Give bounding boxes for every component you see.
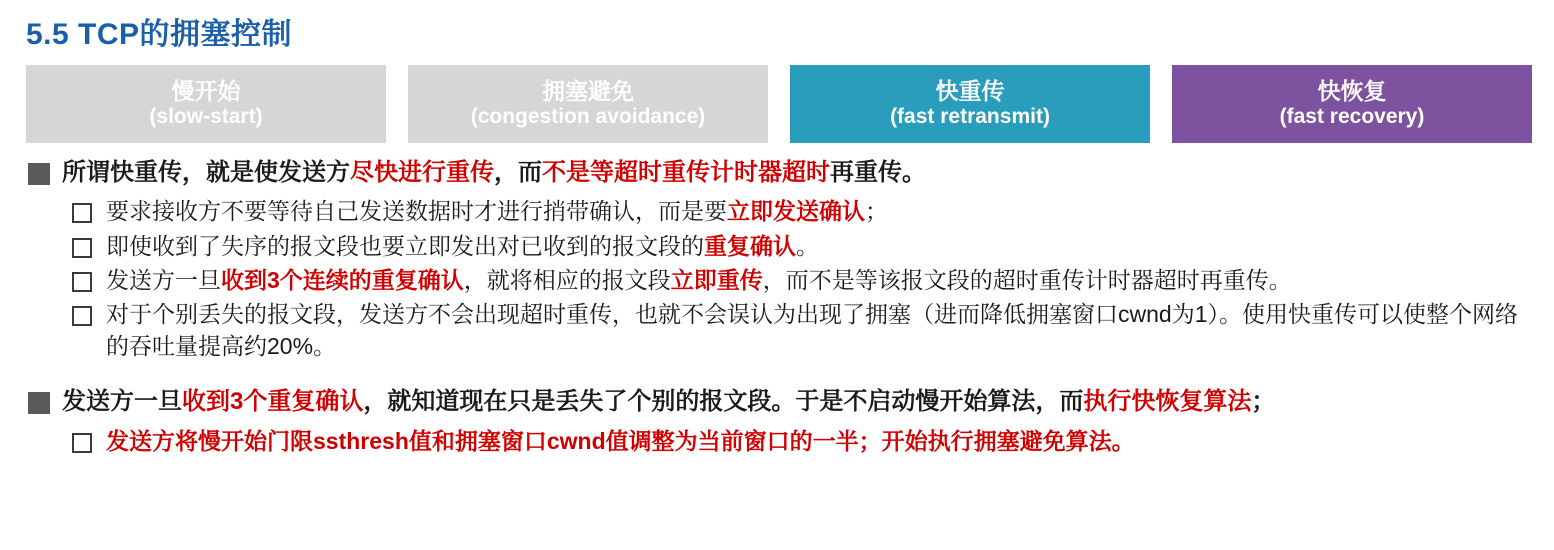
text-segment: ； <box>865 198 888 225</box>
bullet-block-fast-recovery <box>26 386 1532 457</box>
slide-body <box>26 157 1532 457</box>
phase-label-cn: 拥塞避免 <box>542 78 634 105</box>
phase-label-cn: 快恢复 <box>1317 78 1387 105</box>
hollow-square-bullet-icon <box>72 272 92 292</box>
list-item <box>72 425 1532 457</box>
highlight-segment: 尽快进行重传 <box>350 159 494 186</box>
phase-congestion-avoidance[interactable] <box>408 65 768 143</box>
highlight-segment: 重复确认 <box>704 232 796 259</box>
phase-label-cn: 慢开始 <box>171 78 241 105</box>
hollow-square-bullet-icon <box>72 306 92 326</box>
hollow-square-bullet-icon <box>72 433 92 453</box>
text-segment: ，而不是等该报文段的超时重传计时器超时再重传。 <box>762 266 1292 293</box>
phase-label-en: (fast retransmit) <box>890 105 1050 129</box>
text-segment: ，就知道现在只是丢失了个别的报文段。于是不启动慢开始算法，而 <box>363 388 1084 416</box>
text-segment: 发送方一旦 <box>106 266 221 293</box>
phase-fast-recovery[interactable] <box>1172 65 1532 143</box>
highlight-segment: 立即发送确认 <box>727 198 865 225</box>
phase-slow-start[interactable] <box>26 65 386 143</box>
filled-square-bullet-icon <box>28 392 50 414</box>
list-item <box>26 157 1532 189</box>
block-spacer <box>26 372 1532 386</box>
text-segment: 。 <box>796 232 819 259</box>
list-item <box>72 264 1532 296</box>
phase-label-en: (fast recovery) <box>1279 105 1425 129</box>
text-segment: 要求接收方不要等待自己发送数据时才进行捎带确认，而是要 <box>106 198 727 225</box>
phase-bar <box>26 65 1532 143</box>
filled-square-bullet-icon <box>28 163 50 185</box>
list-item <box>72 298 1532 362</box>
highlight-segment: 收到3个重复确认 <box>182 388 364 416</box>
text-segment: ，就将相应的报文段 <box>463 266 671 293</box>
highlight-segment: 收到3个连续的重复确认 <box>221 266 464 293</box>
list-item <box>72 195 1532 227</box>
text-segment: 即使收到了失序的报文段也要立即发出对已收到的报文段的 <box>106 232 704 259</box>
text-segment: 再重传。 <box>830 159 926 186</box>
hollow-square-bullet-icon <box>72 203 92 223</box>
highlight-segment: 不是等超时重传计时器超时 <box>542 159 830 186</box>
sub-bullet-text: 发送方将慢开始门限ssthresh值和拥塞窗口cwnd值调整为当前窗口的一半；开始执行拥塞避免算法。 <box>106 427 1135 454</box>
text-segment: ； <box>1251 388 1276 416</box>
highlight-segment: 执行快恢复算法 <box>1083 388 1252 416</box>
phase-fast-retransmit[interactable] <box>790 65 1150 143</box>
page-title: 5.5 TCP的拥塞控制 <box>26 18 293 51</box>
sub-bullet-text <box>106 230 819 262</box>
sub-bullet-text <box>106 195 888 227</box>
text-segment: 所谓快重传，就是使发送方 <box>62 159 350 186</box>
bullet-text <box>62 386 1275 418</box>
sub-bullet-text: 对于个别丢失的报文段，发送方不会出现超时重传，也就不会误认为出现了拥塞（进而降低拥塞窗口cwnd为1）。使用快重传可以使整个网络的吞吐量提高约20%。 <box>106 300 1518 360</box>
text-segment: 发送方一旦 <box>62 388 182 416</box>
phase-label-en: (congestion avoidance) <box>470 105 706 129</box>
list-item <box>72 230 1532 262</box>
text-segment: ，而 <box>494 159 542 186</box>
phase-label-cn: 快重传 <box>935 78 1005 105</box>
list-item <box>26 386 1532 418</box>
hollow-square-bullet-icon <box>72 238 92 258</box>
phase-label-en: (slow-start) <box>149 105 263 129</box>
bullet-text <box>62 157 926 189</box>
sub-bullet-text <box>106 264 1292 296</box>
highlight-segment: 立即重传 <box>670 266 763 293</box>
bullet-block-fast-retransmit <box>26 157 1532 362</box>
